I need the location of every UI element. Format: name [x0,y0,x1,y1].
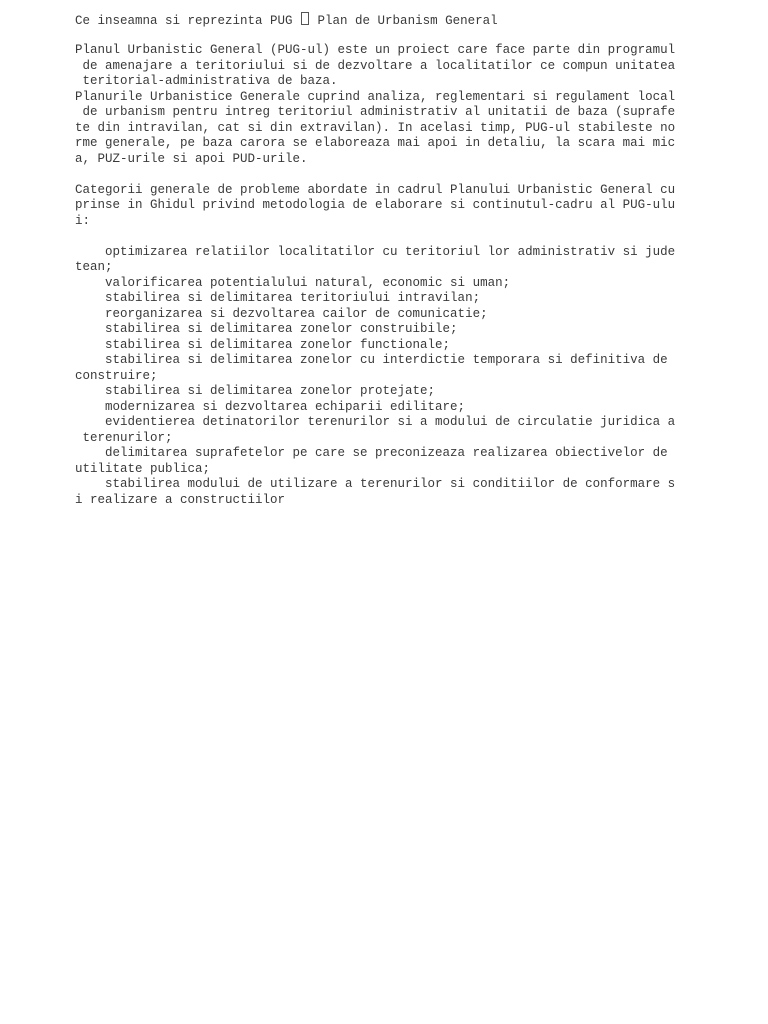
list-item: modernizarea si dezvoltarea echiparii edilitare; [75,399,466,414]
list-item: terenurilor; [75,430,173,445]
text-line: Categorii generale de probleme abordate in cadrul Planului Urbanistic General cu [75,182,676,197]
paragraph-categories [75,183,755,230]
document-page [75,12,755,508]
list-item: utilitate publica; [75,461,211,476]
text-line: de urbanism pentru intreg teritoriul administrativ al unitatii de baza (suprafe [75,105,676,119]
categories-list [75,245,755,509]
list-item: stabilirea modului de utilizare a terenurilor si conditiilor de conformare s [75,477,676,491]
list-item: construire; [75,368,158,383]
list-item: i realizare a constructiilor [75,492,286,507]
list-item: reorganizarea si dezvoltarea cailor de comunicatie; [75,306,488,321]
list-item: stabilirea si delimitarea zonelor construibile; [75,322,458,336]
list-item: stabilirea si delimitarea zonelor cu interdictie temporara si definitiva de [75,353,668,367]
text-line: teritorial-administrativa de baza. [75,74,338,88]
text-line: de amenajare a teritoriului si de dezvoltare a localitatilor ce compun unitatea [75,58,676,73]
title-text-end: Plan de Urbanism General [310,14,498,28]
text-line: rme generale, pe baza carora se elaboreaza mai apoi in detaliu, la scara mai mic [75,136,676,150]
list-item: delimitarea suprafetelor pe care se preconizeaza realizarea obiectivelor de [75,446,668,460]
title-text-start: Ce inseamna si reprezinta PUG [75,14,301,28]
list-item: optimizarea relatiilor localitatilor cu teritoriul lor administrativ si jude [75,244,676,259]
list-item: evidentierea detinatorilor terenurilor si a modului de circulatie juridica a [75,415,676,429]
text-line: i: [75,213,91,228]
paragraph-intro [75,43,755,167]
document-title [75,12,755,28]
list-item: tean; [75,260,113,274]
text-line: te din intravilan, cat si din extravilan). In acelasi timp, PUG-ul stabileste no [75,120,676,135]
missing-glyph-icon [301,12,309,25]
list-item: stabilirea si delimitarea teritoriului intravilan; [75,291,481,305]
text-line: Planul Urbanistic General (PUG-ul) este un proiect care face parte din programul [75,43,676,57]
text-line: prinse in Ghidul privind metodologia de elaborare si continutul-cadru al PUG-ulu [75,198,676,212]
list-item: stabilirea si delimitarea zonelor functionale; [75,337,451,352]
list-item: stabilirea si delimitarea zonelor protejate; [75,384,436,398]
text-line: a, PUZ-urile si apoi PUD-urile. [75,151,308,166]
list-item: valorificarea potentialului natural, economic si uman; [75,275,511,290]
text-line: Planurile Urbanistice Generale cuprind analiza, reglementari si regulament local [75,89,676,104]
